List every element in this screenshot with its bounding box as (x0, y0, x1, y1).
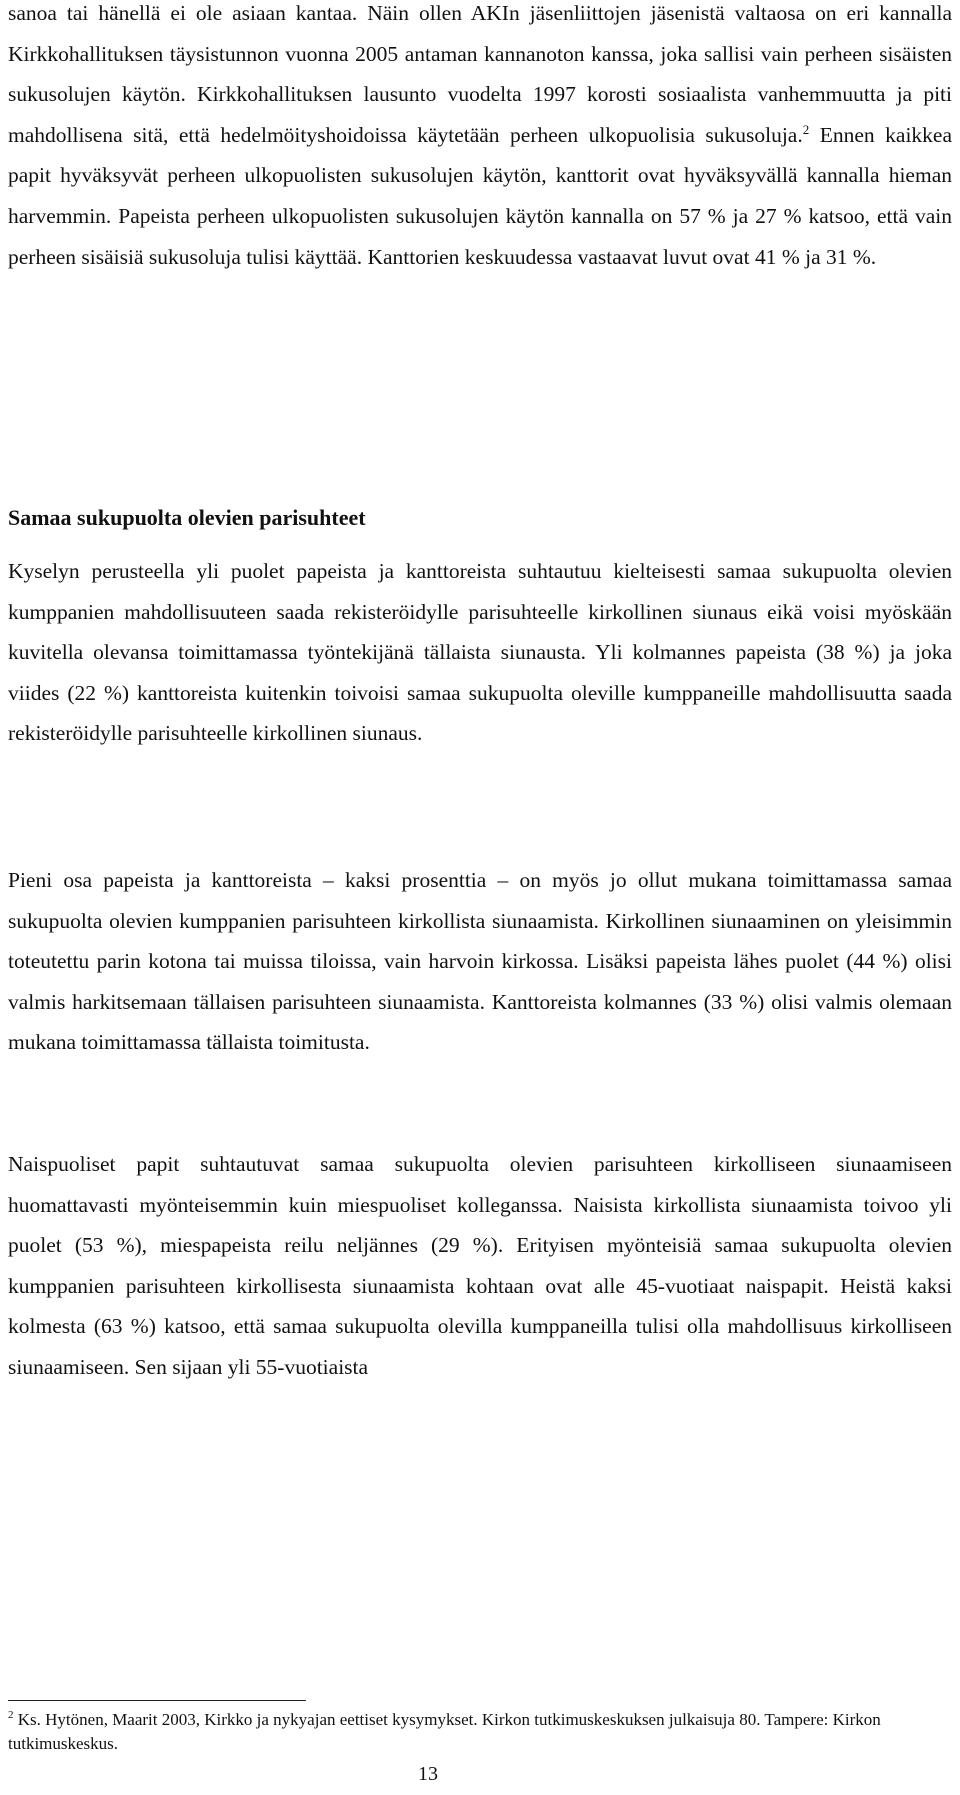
paragraph-text: sanoa tai hänellä ei ole asiaan kantaa. Näin ollen AKIn jäsenliittojen jäsenistä valtaosa on eri kannalla Kirkkohallituksen täysistunnon vuonna 2005 antaman kannanoton kanssa, joka sallisi vain perheen sisäisten sukusolujen käytön. Kirkkohallituksen lausunto vuodelta 1997 korosti sosiaalista vanhemmuutta ja piti mahdollisena sitä, että hedelmöityshoidoissa käytetään perheen ulkopuolisia sukusoluja. (8, 1, 952, 147)
section-heading: Samaa sukupuolta olevien parisuhteet (8, 505, 366, 530)
footnote-reference[interactable]: 2 (802, 121, 810, 137)
page-number: 13 (418, 1763, 438, 1785)
paragraph-text-continued: Ennen kaikkea papit hyväksyvät perheen ulkopuolisten sukusolujen käytön, kanttorit ovat hyväksyvällä kannalla hieman harvemmin. Papeista perheen ulkopuolisten sukusolujen käytön kannalla on 57 % ja 27 % katsoo, että vain perheen sisäisiä sukusoluja tulisi käyttää. Kanttorien keskuudessa vastaavat luvut ovat 41 % ja 31 %. (8, 122, 952, 269)
paragraph-embryo-donation (8, 0, 952, 277)
footnote-divider (8, 1700, 306, 1701)
paragraph-gender-differences: Naispuoliset papit suhtautuvat samaa sukupuolta olevien parisuhteen kirkolliseen siunaamiseen huomattavasti myönteisemmin kuin miespuoliset kolleganssa. Naisista kirkollista siunaamista toivoo yli puolet (53 %), miespapeista reilu neljännes (29 %). Erityisen myönteisiä samaa sukupuolta olevien kumppanien parisuhteen kirkollisesta siunaamista kohtaan ovat alle 45-vuotiaat naispapit. Heistä kaksi kolmesta (63 %) katsoo, että samaa sukupuolta olevilla kumppaneilla tulisi olla mahdollisuus kirkolliseen siunaamiseen. Sen sijaan yli 55-vuotiaista (8, 1152, 952, 1379)
paragraph-same-sex-blessing: Kyselyn perusteella yli puolet papeista ja kanttoreista suhtautuu kielteisesti samaa sukupuolta olevien kumppanien mahdollisuuteen saada rekisteröidylle parisuhteelle kirkollinen siunaus eikä voisi myöskään kuvitella olevansa toimittamassa työntekijänä tällaista siunausta. Yli kolmannes papeista (38 %) ja joka viides (22 %) kanttoreista kuitenkin toivoisi samaa sukupuolta oleville kumppaneille mahdollisuutta saada rekisteröidylle parisuhteelle kirkollinen siunaus. (8, 559, 952, 746)
footnote (8, 1708, 952, 1756)
paragraph-blessing-experience: Pieni osa papeista ja kanttoreista – kaksi prosenttia – on myös jo ollut mukana toimittamassa samaa sukupuolta olevien kumppanien parisuhteen kirkollista siunaamista. Kirkollinen siunaaminen on yleisimmin toteutettu parin kotona tai muissa tiloissa, vain harvoin kirkossa. Lisäksi papeista lähes puolet (44 %) olisi valmis harkitsemaan tällaisen parisuhteen siunaamista. Kanttoreista kolmannes (33 %) olisi valmis olemaan mukana toimittamassa tällaista toimitusta. (8, 868, 952, 1055)
footnote-text: Ks. Hytönen, Maarit 2003, Kirkko ja nykyajan eettiset kysymykset. Kirkon tutkimuskeskuksen julkaisuja 80. Tampere: Kirkon tutkimuskeskus. (8, 1710, 881, 1753)
footnote-number: 2 (8, 1709, 14, 1721)
